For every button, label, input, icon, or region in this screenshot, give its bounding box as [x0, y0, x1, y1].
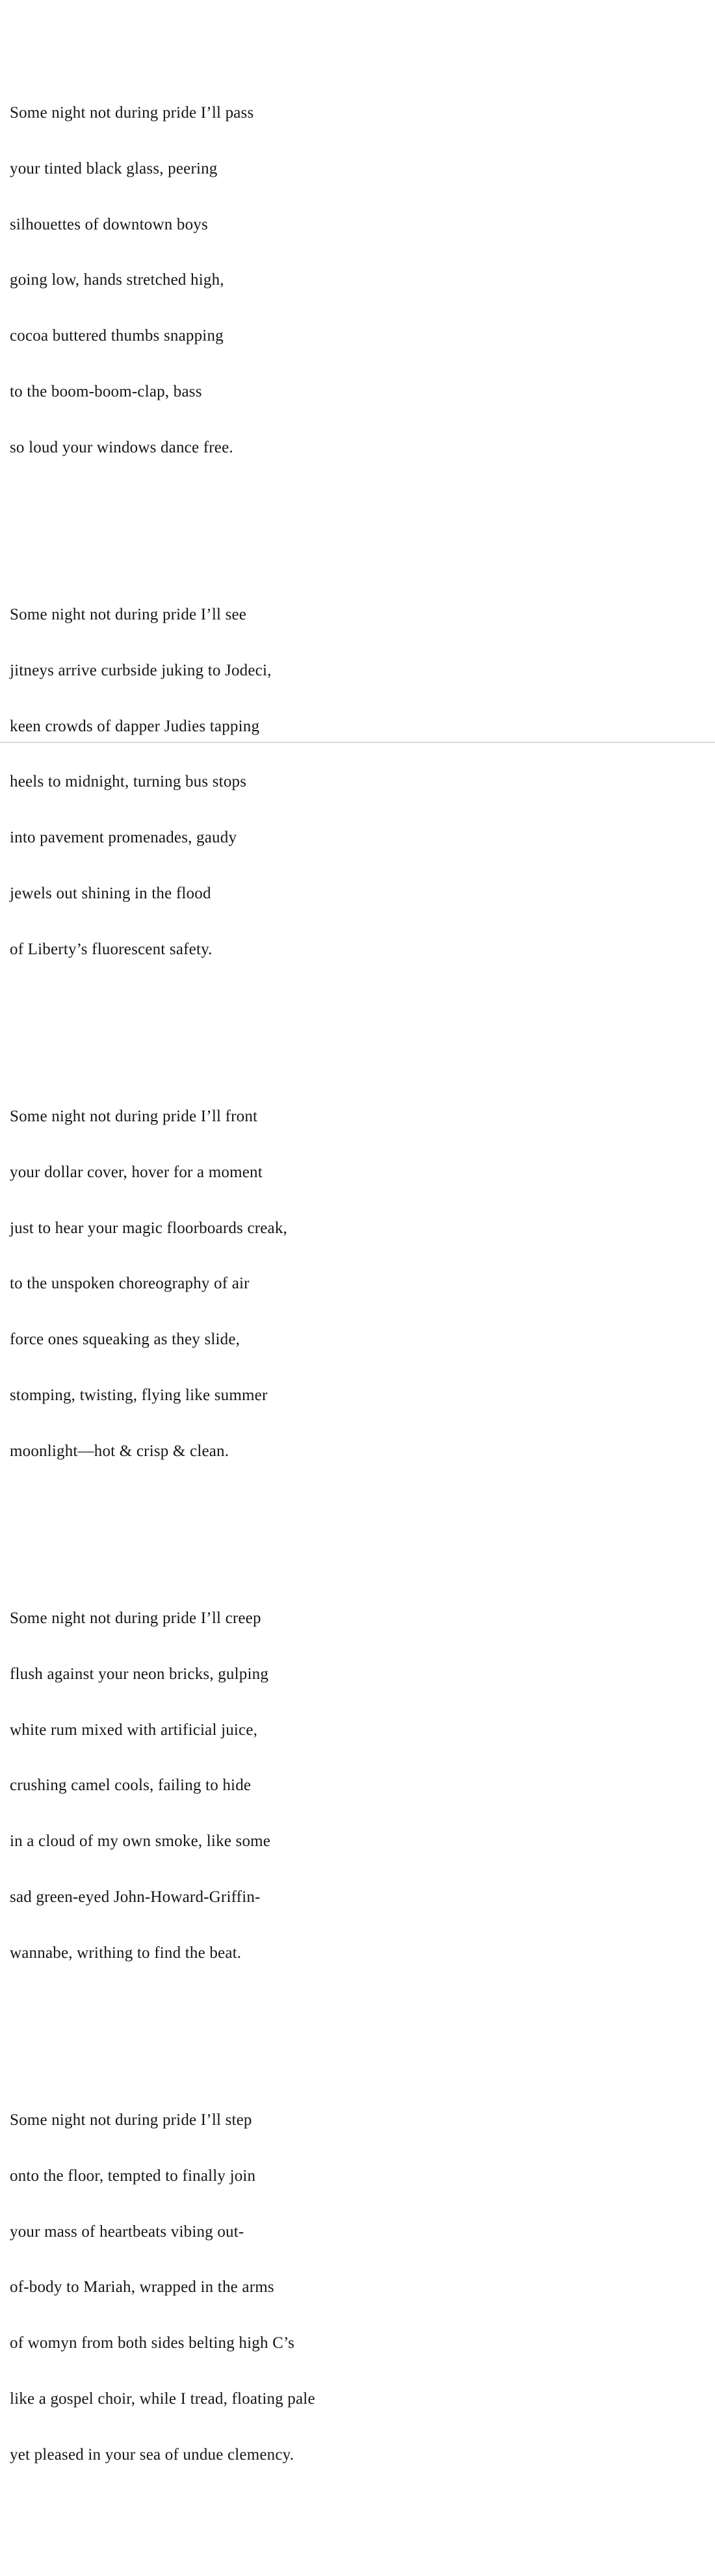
poem-line: just to hear your magic floorboards creak,: [10, 1219, 288, 1237]
stanza-3: [10, 1071, 315, 1498]
poem-body: [10, 11, 315, 2576]
poem-line: your tinted black glass, peering: [10, 159, 218, 177]
poem-line: your mass of heartbeats vibing out-: [10, 2222, 244, 2241]
scan-artifact-line: [0, 742, 715, 743]
poem-line: to the unspoken choreography of air: [10, 1275, 250, 1293]
stanza-4: [10, 1572, 315, 2000]
poem-line: of-body to Mariah, wrapped in the arms: [10, 2278, 274, 2296]
poem-line: stomping, twisting, flying like summer: [10, 1386, 268, 1404]
poem-line: Some night not during pride I’ll creep: [10, 1609, 261, 1628]
poem-line: heels to midnight, turning bus stops: [10, 773, 247, 791]
poem-line: cocoa buttered thumbs snapping: [10, 327, 224, 345]
poem-line: so loud your windows dance free.: [10, 438, 233, 456]
poem-line: silhouettes of downtown boys: [10, 215, 208, 233]
poem-line: of Liberty’s fluorescent safety.: [10, 940, 213, 958]
poem-line: in a cloud of my own smoke, like some: [10, 1832, 271, 1851]
stanza-2: [10, 569, 315, 996]
poem-line: crushing camel cools, failing to hide: [10, 1776, 252, 1795]
poem-line: white rum mixed with artificial juice,: [10, 1721, 258, 1739]
poem-line: jitneys arrive curbside juking to Jodeci,: [10, 661, 272, 679]
poem-line: onto the floor, tempted to finally join: [10, 2166, 256, 2185]
poem-line: Some night not during pride I’ll see: [10, 606, 247, 623]
poem-line: Some night not during pride I’ll pass: [10, 103, 254, 122]
poem-line: of womyn from both sides belting high C’s: [10, 2334, 295, 2352]
poem-line: jewels out shining in the flood: [10, 884, 211, 902]
poem-line: sad green-eyed John-Howard-Griffin-: [10, 1888, 261, 1906]
stanza-1: [10, 67, 315, 495]
poem-line: to the boom-boom-clap, bass: [10, 382, 202, 400]
poem-line: wannabe, writhing to find the beat.: [10, 1944, 242, 1962]
poem-line: keen crowds of dapper Judies tapping: [10, 717, 260, 735]
poem-line: moonlight—hot & crisp & clean.: [10, 1442, 229, 1460]
poem-line: your dollar cover, hover for a moment: [10, 1163, 263, 1181]
poem-line: into pavement promenades, gaudy: [10, 829, 237, 847]
stanza-5: [10, 2074, 315, 2502]
poem-line: Some night not during pride I’ll step: [10, 2111, 252, 2129]
poem-line: flush against your neon bricks, gulping: [10, 1665, 269, 1683]
poem-line: like a gospel choir, while I tread, floating pale: [10, 2390, 315, 2408]
poem-line: yet pleased in your sea of undue clemency.: [10, 2445, 294, 2464]
poem-line: force ones squeaking as they slide,: [10, 1331, 240, 1349]
poem-line: Some night not during pride I’ll front: [10, 1108, 258, 1126]
poem-line: going low, hands stretched high,: [10, 271, 224, 289]
